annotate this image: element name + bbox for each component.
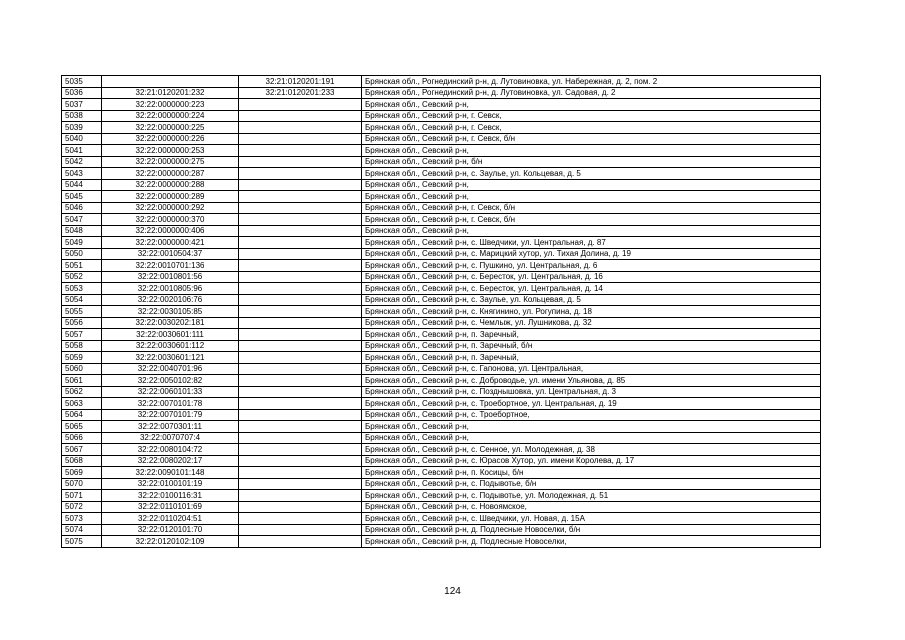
- table-row: [62, 87, 821, 99]
- cadastral-number-cell: 32:22:0120101:70: [102, 524, 239, 536]
- table-row: [62, 363, 821, 375]
- related-cadastral-number-cell: [239, 352, 362, 364]
- row-number-cell: 5068: [62, 455, 102, 467]
- row-number-cell: 5040: [62, 133, 102, 145]
- related-cadastral-number-cell: [239, 478, 362, 490]
- address-cell: Брянская обл., Севский р-н, с. Заулье, ул. Кольцевая, д. 5: [362, 294, 821, 306]
- cadastral-number-cell: 32:22:0070707:4: [102, 432, 239, 444]
- address-cell: Брянская обл., Севский р-н, д. Подлесные Новоселки, б/н: [362, 524, 821, 536]
- related-cadastral-number-cell: [239, 306, 362, 318]
- cadastral-number-cell: 32:22:0030105:85: [102, 306, 239, 318]
- row-number-cell: 5052: [62, 271, 102, 283]
- table-row: [62, 375, 821, 387]
- cadastral-number-cell: [102, 76, 239, 88]
- table-row: [62, 513, 821, 525]
- address-cell: Брянская обл., Севский р-н, п. Заречный,: [362, 329, 821, 341]
- table-row: [62, 145, 821, 157]
- related-cadastral-number-cell: [239, 260, 362, 272]
- related-cadastral-number-cell: [239, 398, 362, 410]
- row-number-cell: 5038: [62, 110, 102, 122]
- row-number-cell: 5056: [62, 317, 102, 329]
- row-number-cell: 5075: [62, 536, 102, 548]
- table-row: [62, 283, 821, 295]
- row-number-cell: 5054: [62, 294, 102, 306]
- address-cell: Брянская обл., Севский р-н,: [362, 99, 821, 111]
- related-cadastral-number-cell: [239, 501, 362, 513]
- row-number-cell: 5071: [62, 490, 102, 502]
- cadastral-number-cell: 32:22:0090101:148: [102, 467, 239, 479]
- related-cadastral-number-cell: [239, 133, 362, 145]
- table-row: [62, 317, 821, 329]
- table-row: [62, 156, 821, 168]
- cadastral-number-cell: 32:22:0030601:111: [102, 329, 239, 341]
- address-cell: Брянская обл., Севский р-н,: [362, 421, 821, 433]
- address-cell: Брянская обл., Севский р-н, с. Сенное, ул. Молодежная, д. 38: [362, 444, 821, 456]
- cadastral-number-cell: 32:22:0000000:226: [102, 133, 239, 145]
- cadastral-number-cell: 32:22:0030202:181: [102, 317, 239, 329]
- cadastral-number-cell: 32:21:0120201:232: [102, 87, 239, 99]
- table-row: [62, 191, 821, 203]
- address-cell: Брянская обл., Севский р-н,: [362, 191, 821, 203]
- address-cell: Брянская обл., Севский р-н, с. Пушкино, ул. Центральная, д. 6: [362, 260, 821, 272]
- cadastral-number-cell: 32:22:0000000:224: [102, 110, 239, 122]
- row-number-cell: 5049: [62, 237, 102, 249]
- table-row: [62, 432, 821, 444]
- table-row: [62, 133, 821, 145]
- cadastral-number-cell: 32:22:0030601:112: [102, 340, 239, 352]
- registry-table-body: [62, 76, 821, 548]
- cadastral-number-cell: 32:22:0000000:287: [102, 168, 239, 180]
- related-cadastral-number-cell: [239, 248, 362, 260]
- row-number-cell: 5041: [62, 145, 102, 157]
- cadastral-number-cell: 32:22:0000000:370: [102, 214, 239, 226]
- cadastral-number-cell: 32:22:0120102:109: [102, 536, 239, 548]
- row-number-cell: 5061: [62, 375, 102, 387]
- address-cell: Брянская обл., Севский р-н, с. Бересток, ул. Центральная, д. 16: [362, 271, 821, 283]
- address-cell: Брянская обл., Севский р-н, с. Шведчики, ул. Новая, д. 15А: [362, 513, 821, 525]
- related-cadastral-number-cell: [239, 145, 362, 157]
- address-cell: Брянская обл., Рогнединский р-н, д. Лутовиновка, ул. Набережная, д. 2, пом. 2: [362, 76, 821, 88]
- row-number-cell: 5047: [62, 214, 102, 226]
- related-cadastral-number-cell: [239, 432, 362, 444]
- address-cell: Брянская обл., Севский р-н, с. Заулье, ул. Кольцевая, д. 5: [362, 168, 821, 180]
- row-number-cell: 5042: [62, 156, 102, 168]
- table-row: [62, 260, 821, 272]
- related-cadastral-number-cell: [239, 283, 362, 295]
- row-number-cell: 5073: [62, 513, 102, 525]
- cadastral-number-cell: 32:22:0000000:406: [102, 225, 239, 237]
- cadastral-number-cell: 32:22:0050102:82: [102, 375, 239, 387]
- cadastral-number-cell: 32:22:0110204:51: [102, 513, 239, 525]
- address-cell: Брянская обл., Севский р-н, с. Марицкий хутор, ул. Тихая Долина, д. 19: [362, 248, 821, 260]
- table-row: [62, 536, 821, 548]
- cadastral-number-cell: 32:22:0080104:72: [102, 444, 239, 456]
- related-cadastral-number-cell: [239, 179, 362, 191]
- row-number-cell: 5062: [62, 386, 102, 398]
- row-number-cell: 5046: [62, 202, 102, 214]
- related-cadastral-number-cell: [239, 375, 362, 387]
- related-cadastral-number-cell: [239, 513, 362, 525]
- table-row: [62, 501, 821, 513]
- table-row: [62, 340, 821, 352]
- cadastral-number-cell: 32:22:0100101:19: [102, 478, 239, 490]
- table-row: [62, 444, 821, 456]
- row-number-cell: 5037: [62, 99, 102, 111]
- address-cell: Брянская обл., Севский р-н, п. Заречный,: [362, 352, 821, 364]
- row-number-cell: 5045: [62, 191, 102, 203]
- related-cadastral-number-cell: [239, 363, 362, 375]
- address-cell: Брянская обл., Севский р-н, г. Севск, б/н: [362, 202, 821, 214]
- row-number-cell: 5043: [62, 168, 102, 180]
- table-row: [62, 168, 821, 180]
- cadastral-number-cell: 32:22:0010805:96: [102, 283, 239, 295]
- table-row: [62, 352, 821, 364]
- related-cadastral-number-cell: [239, 421, 362, 433]
- address-cell: Брянская обл., Севский р-н, с. Шведчики, ул. Центральная, д. 87: [362, 237, 821, 249]
- related-cadastral-number-cell: [239, 409, 362, 421]
- related-cadastral-number-cell: [239, 202, 362, 214]
- cadastral-number-cell: 32:22:0010801:56: [102, 271, 239, 283]
- cadastral-number-cell: 32:22:0030601:121: [102, 352, 239, 364]
- address-cell: Брянская обл., Севский р-н, г. Севск, б/н: [362, 133, 821, 145]
- table-row: [62, 214, 821, 226]
- cadastral-number-cell: 32:22:0100116:31: [102, 490, 239, 502]
- row-number-cell: 5044: [62, 179, 102, 191]
- row-number-cell: 5060: [62, 363, 102, 375]
- cadastral-number-cell: 32:22:0000000:421: [102, 237, 239, 249]
- related-cadastral-number-cell: [239, 524, 362, 536]
- row-number-cell: 5066: [62, 432, 102, 444]
- address-cell: Брянская обл., Севский р-н, п. Заречный, б/н: [362, 340, 821, 352]
- row-number-cell: 5072: [62, 501, 102, 513]
- address-cell: Брянская обл., Севский р-н, с. Новоямское,: [362, 501, 821, 513]
- row-number-cell: 5048: [62, 225, 102, 237]
- address-cell: Брянская обл., Севский р-н, с. Бересток, ул. Центральная, д. 14: [362, 283, 821, 295]
- related-cadastral-number-cell: [239, 237, 362, 249]
- related-cadastral-number-cell: [239, 110, 362, 122]
- row-number-cell: 5035: [62, 76, 102, 88]
- related-cadastral-number-cell: [239, 444, 362, 456]
- row-number-cell: 5074: [62, 524, 102, 536]
- table-row: [62, 455, 821, 467]
- address-cell: Брянская обл., Севский р-н, с. Гапонова, ул. Центральная,: [362, 363, 821, 375]
- address-cell: Брянская обл., Севский р-н, п. Косицы, б/н: [362, 467, 821, 479]
- address-cell: Брянская обл., Севский р-н, с. Княгинино, ул. Рогупина, д. 18: [362, 306, 821, 318]
- related-cadastral-number-cell: [239, 156, 362, 168]
- related-cadastral-number-cell: [239, 455, 362, 467]
- address-cell: Брянская обл., Севский р-н, с. Чемлыж, ул. Лушникова, д. 32: [362, 317, 821, 329]
- row-number-cell: 5067: [62, 444, 102, 456]
- cadastral-number-cell: 32:22:0040701:96: [102, 363, 239, 375]
- cadastral-number-cell: 32:22:0000000:253: [102, 145, 239, 157]
- row-number-cell: 5036: [62, 87, 102, 99]
- table-row: [62, 99, 821, 111]
- address-cell: Брянская обл., Севский р-н, с. Позднышовка, ул. Центральная, д. 3: [362, 386, 821, 398]
- table-row: [62, 524, 821, 536]
- cadastral-number-cell: 32:22:0110101:69: [102, 501, 239, 513]
- row-number-cell: 5070: [62, 478, 102, 490]
- table-row: [62, 386, 821, 398]
- row-number-cell: 5055: [62, 306, 102, 318]
- table-row: [62, 76, 821, 88]
- related-cadastral-number-cell: [239, 490, 362, 502]
- cadastral-number-cell: 32:22:0070101:78: [102, 398, 239, 410]
- cadastral-number-cell: 32:22:0000000:225: [102, 122, 239, 134]
- cadastral-number-cell: 32:22:0000000:275: [102, 156, 239, 168]
- address-cell: Брянская обл., Севский р-н, с. Доброводье, ул. имени Ульянова, д. 85: [362, 375, 821, 387]
- related-cadastral-number-cell: [239, 317, 362, 329]
- cadastral-number-cell: 32:22:0000000:288: [102, 179, 239, 191]
- table-row: [62, 237, 821, 249]
- cadastral-number-cell: 32:22:0000000:223: [102, 99, 239, 111]
- table-row: [62, 248, 821, 260]
- row-number-cell: 5065: [62, 421, 102, 433]
- related-cadastral-number-cell: [239, 214, 362, 226]
- address-cell: Брянская обл., Севский р-н, с. Троебортное, ул. Центральная, д. 19: [362, 398, 821, 410]
- cadastral-number-cell: 32:22:0070101:79: [102, 409, 239, 421]
- related-cadastral-number-cell: [239, 329, 362, 341]
- address-cell: Брянская обл., Севский р-н, с. Юрасов Хутор, ул. имени Королева, д. 17: [362, 455, 821, 467]
- cadastral-number-cell: 32:22:0020106:76: [102, 294, 239, 306]
- table-row: [62, 122, 821, 134]
- address-cell: Брянская обл., Севский р-н, г. Севск, б/н: [362, 214, 821, 226]
- address-cell: Брянская обл., Севский р-н, с. Троебортное,: [362, 409, 821, 421]
- row-number-cell: 5059: [62, 352, 102, 364]
- table-row: [62, 478, 821, 490]
- address-cell: Брянская обл., Рогнединский р-н, д. Лутовиновка, ул. Садовая, д. 2: [362, 87, 821, 99]
- registry-table: [61, 75, 821, 548]
- table-row: [62, 110, 821, 122]
- address-cell: Брянская обл., Севский р-н, г. Севск,: [362, 122, 821, 134]
- cadastral-number-cell: 32:22:0000000:292: [102, 202, 239, 214]
- table-row: [62, 421, 821, 433]
- table-row: [62, 490, 821, 502]
- address-cell: Брянская обл., Севский р-н, с. Подывотье, б/н: [362, 478, 821, 490]
- cadastral-number-cell: 32:22:0060101:33: [102, 386, 239, 398]
- address-cell: Брянская обл., Севский р-н,: [362, 179, 821, 191]
- related-cadastral-number-cell: 32:21:0120201:191: [239, 76, 362, 88]
- related-cadastral-number-cell: [239, 467, 362, 479]
- cadastral-number-cell: 32:22:0010701:136: [102, 260, 239, 272]
- table-row: [62, 467, 821, 479]
- row-number-cell: 5069: [62, 467, 102, 479]
- related-cadastral-number-cell: [239, 340, 362, 352]
- related-cadastral-number-cell: [239, 294, 362, 306]
- address-cell: Брянская обл., Севский р-н, г. Севск,: [362, 110, 821, 122]
- address-cell: Брянская обл., Севский р-н, с. Подывотье, ул. Молодежная, д. 51: [362, 490, 821, 502]
- row-number-cell: 5039: [62, 122, 102, 134]
- related-cadastral-number-cell: [239, 122, 362, 134]
- address-cell: Брянская обл., Севский р-н,: [362, 225, 821, 237]
- table-row: [62, 398, 821, 410]
- row-number-cell: 5064: [62, 409, 102, 421]
- table-row: [62, 329, 821, 341]
- related-cadastral-number-cell: [239, 271, 362, 283]
- cadastral-number-cell: 32:22:0080202:17: [102, 455, 239, 467]
- table-row: [62, 409, 821, 421]
- row-number-cell: 5058: [62, 340, 102, 352]
- row-number-cell: 5063: [62, 398, 102, 410]
- related-cadastral-number-cell: [239, 225, 362, 237]
- address-cell: Брянская обл., Севский р-н,: [362, 432, 821, 444]
- cadastral-number-cell: 32:22:0070301:11: [102, 421, 239, 433]
- table-row: [62, 202, 821, 214]
- table-row: [62, 179, 821, 191]
- page-number: 124: [444, 586, 461, 597]
- row-number-cell: 5057: [62, 329, 102, 341]
- related-cadastral-number-cell: [239, 99, 362, 111]
- table-row: [62, 271, 821, 283]
- address-cell: Брянская обл., Севский р-н,: [362, 145, 821, 157]
- row-number-cell: 5053: [62, 283, 102, 295]
- related-cadastral-number-cell: [239, 168, 362, 180]
- address-cell: Брянская обл., Севский р-н, д. Подлесные Новоселки,: [362, 536, 821, 548]
- table-row: [62, 306, 821, 318]
- related-cadastral-number-cell: [239, 191, 362, 203]
- row-number-cell: 5051: [62, 260, 102, 272]
- table-row: [62, 225, 821, 237]
- related-cadastral-number-cell: 32:21:0120201:233: [239, 87, 362, 99]
- row-number-cell: 5050: [62, 248, 102, 260]
- related-cadastral-number-cell: [239, 536, 362, 548]
- related-cadastral-number-cell: [239, 386, 362, 398]
- cadastral-number-cell: 32:22:0010504:37: [102, 248, 239, 260]
- address-cell: Брянская обл., Севский р-н, б/н: [362, 156, 821, 168]
- cadastral-number-cell: 32:22:0000000:289: [102, 191, 239, 203]
- table-row: [62, 294, 821, 306]
